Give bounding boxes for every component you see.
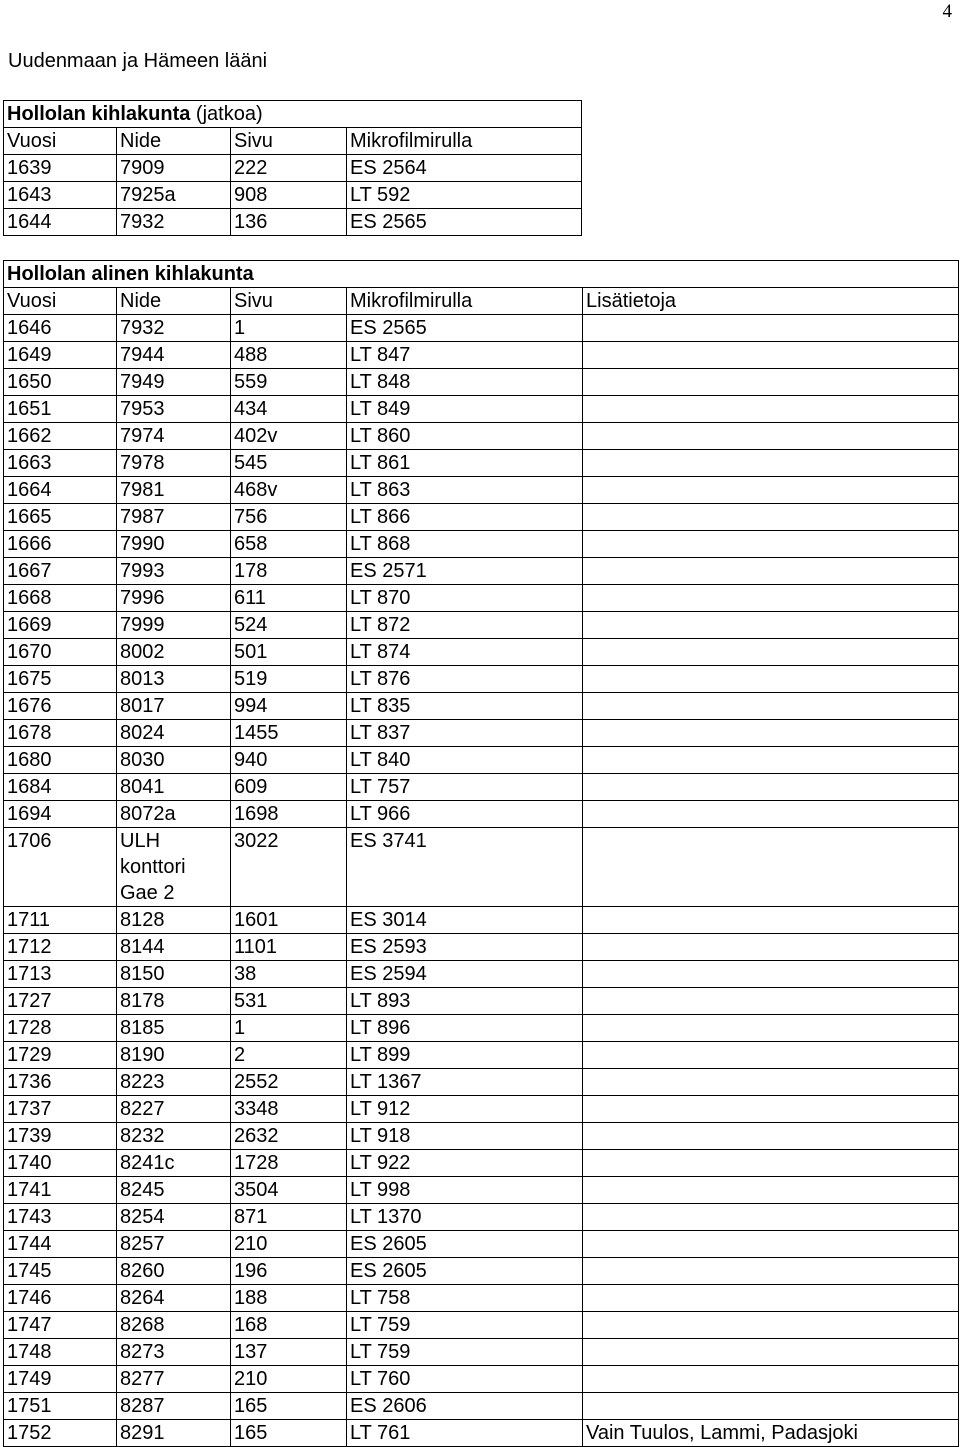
table2-title-text: Hollolan alinen kihlakunta xyxy=(7,263,254,285)
table-row xyxy=(4,423,959,450)
table-row xyxy=(4,1231,959,1258)
table-cell: LT 899 xyxy=(347,1042,583,1069)
table-cell: 1737 xyxy=(4,1096,117,1123)
table-row xyxy=(4,396,959,423)
table-cell: 8223 xyxy=(117,1069,231,1096)
table-cell: 1746 xyxy=(4,1285,117,1312)
table-cell: 1747 xyxy=(4,1312,117,1339)
table-cell xyxy=(583,369,959,396)
table-cell: 2632 xyxy=(231,1123,347,1150)
table-cell xyxy=(583,1177,959,1204)
table-cell: 1639 xyxy=(4,155,117,182)
table-cell: 1668 xyxy=(4,585,117,612)
table-cell: LT 848 xyxy=(347,369,583,396)
table-cell xyxy=(583,477,959,504)
table-cell: 1684 xyxy=(4,774,117,801)
table-cell: 559 xyxy=(231,369,347,396)
page-number: 4 xyxy=(942,1,952,22)
table-cell: 994 xyxy=(231,693,347,720)
table-cell: 165 xyxy=(231,1420,347,1447)
table-cell: ES 3014 xyxy=(347,907,583,934)
table-cell: 1 xyxy=(231,1015,347,1042)
table-cell: LT 849 xyxy=(347,396,583,423)
table-cell: LT 592 xyxy=(347,182,582,209)
table-cell: 1729 xyxy=(4,1042,117,1069)
table-cell xyxy=(583,720,959,747)
table-cell xyxy=(583,1312,959,1339)
column-header: Vuosi xyxy=(4,128,117,155)
table-cell: 1739 xyxy=(4,1123,117,1150)
table2-header-row xyxy=(4,288,959,315)
table-cell: 1748 xyxy=(4,1339,117,1366)
table-row xyxy=(4,1312,959,1339)
table-cell xyxy=(583,1393,959,1420)
table-cell: LT 860 xyxy=(347,423,583,450)
table-cell: LT 847 xyxy=(347,342,583,369)
table-cell: LT 761 xyxy=(347,1420,583,1447)
table-cell xyxy=(583,828,959,907)
table-cell: 501 xyxy=(231,639,347,666)
table-cell xyxy=(583,693,959,720)
table-cell: 8128 xyxy=(117,907,231,934)
table-cell: 1744 xyxy=(4,1231,117,1258)
table-row xyxy=(4,934,959,961)
table-cell: 1698 xyxy=(231,801,347,828)
table-cell: 8273 xyxy=(117,1339,231,1366)
table-cell: 7999 xyxy=(117,612,231,639)
table-cell: 524 xyxy=(231,612,347,639)
table-cell xyxy=(583,801,959,828)
table-cell: 611 xyxy=(231,585,347,612)
table-cell: 8277 xyxy=(117,1366,231,1393)
table-cell: 531 xyxy=(231,988,347,1015)
table2-title-row xyxy=(4,261,959,288)
table-cell: 7987 xyxy=(117,504,231,531)
table-cell: LT 760 xyxy=(347,1366,583,1393)
table-cell: 7949 xyxy=(117,369,231,396)
table-cell: 434 xyxy=(231,396,347,423)
table-cell: 3022 xyxy=(231,828,347,907)
table-cell: ES 2593 xyxy=(347,934,583,961)
table-cell: 8030 xyxy=(117,747,231,774)
table-row xyxy=(4,774,959,801)
table-row xyxy=(4,747,959,774)
table-cell: 1749 xyxy=(4,1366,117,1393)
table-cell: 1752 xyxy=(4,1420,117,1447)
table-cell xyxy=(583,1339,959,1366)
table-cell: ES 2606 xyxy=(347,1393,583,1420)
table-cell xyxy=(583,342,959,369)
table-cell: 8257 xyxy=(117,1231,231,1258)
table-cell: 8241c xyxy=(117,1150,231,1177)
table-row xyxy=(4,1150,959,1177)
table-cell: LT 759 xyxy=(347,1339,583,1366)
table-cell: 8178 xyxy=(117,988,231,1015)
table-cell: LT 912 xyxy=(347,1096,583,1123)
table-cell: 8185 xyxy=(117,1015,231,1042)
table-cell: ES 2565 xyxy=(347,315,583,342)
table-cell xyxy=(583,1204,959,1231)
table-row xyxy=(4,1420,959,1447)
table2-title xyxy=(4,261,959,288)
table-cell: 1 xyxy=(231,315,347,342)
table-cell: LT 998 xyxy=(347,1177,583,1204)
table-row xyxy=(4,315,959,342)
table-row xyxy=(4,961,959,988)
table-cell: 8268 xyxy=(117,1312,231,1339)
table-cell: 8260 xyxy=(117,1258,231,1285)
table-cell xyxy=(583,907,959,934)
table-cell: 8254 xyxy=(117,1204,231,1231)
table-cell: 7953 xyxy=(117,396,231,423)
table-cell xyxy=(583,961,959,988)
table-cell: 222 xyxy=(231,155,347,182)
table-row xyxy=(4,1096,959,1123)
table-cell xyxy=(583,315,959,342)
table-row xyxy=(4,639,959,666)
table-cell: ES 2594 xyxy=(347,961,583,988)
table-cell: 8017 xyxy=(117,693,231,720)
table-cell: ES 2564 xyxy=(347,155,582,182)
table-cell: LT 874 xyxy=(347,639,583,666)
table-cell xyxy=(583,1042,959,1069)
table-cell xyxy=(583,1366,959,1393)
table-cell: 1751 xyxy=(4,1393,117,1420)
table-cell: 168 xyxy=(231,1312,347,1339)
table-cell: 7996 xyxy=(117,585,231,612)
table-cell: 3504 xyxy=(231,1177,347,1204)
table-cell: LT 837 xyxy=(347,720,583,747)
table-cell xyxy=(583,934,959,961)
table-cell: 1669 xyxy=(4,612,117,639)
table-row xyxy=(4,612,959,639)
table-cell xyxy=(583,531,959,558)
table-cell xyxy=(583,1231,959,1258)
table-row xyxy=(4,720,959,747)
table-row xyxy=(4,1258,959,1285)
table-cell: 188 xyxy=(231,1285,347,1312)
table-cell: 1712 xyxy=(4,934,117,961)
table-row xyxy=(4,988,959,1015)
table-cell: 1676 xyxy=(4,693,117,720)
table-cell: LT 872 xyxy=(347,612,583,639)
table-cell: 1101 xyxy=(231,934,347,961)
table-cell: 8150 xyxy=(117,961,231,988)
table-cell: 7944 xyxy=(117,342,231,369)
table-row xyxy=(4,801,959,828)
table-cell: LT 758 xyxy=(347,1285,583,1312)
table-cell: ES 2605 xyxy=(347,1231,583,1258)
table-cell xyxy=(583,988,959,1015)
table-cell: 1694 xyxy=(4,801,117,828)
column-header: Lisätietoja xyxy=(583,288,959,315)
table-row xyxy=(4,828,959,907)
table-cell xyxy=(583,1123,959,1150)
table1-title-bold: Hollolan kihlakunta xyxy=(7,103,191,125)
table-cell xyxy=(583,612,959,639)
table-cell: 210 xyxy=(231,1366,347,1393)
table-cell: 3348 xyxy=(231,1096,347,1123)
table-cell: LT 868 xyxy=(347,531,583,558)
table-cell: 1651 xyxy=(4,396,117,423)
table-cell: 1741 xyxy=(4,1177,117,1204)
column-header: Nide xyxy=(117,128,231,155)
table-cell: 1706 xyxy=(4,828,117,907)
table-cell: 178 xyxy=(231,558,347,585)
table-cell: 1646 xyxy=(4,315,117,342)
table-row xyxy=(4,209,582,236)
table-cell: 1727 xyxy=(4,988,117,1015)
column-header: Mikrofilmirulla xyxy=(347,288,583,315)
table-row xyxy=(4,1366,959,1393)
table-cell: 1670 xyxy=(4,639,117,666)
table-cell xyxy=(583,1015,959,1042)
table-hollolan-kihlakunta xyxy=(3,100,582,236)
table-row xyxy=(4,1123,959,1150)
table-cell: 756 xyxy=(231,504,347,531)
table-cell xyxy=(583,1285,959,1312)
table-cell: 38 xyxy=(231,961,347,988)
table-cell: 488 xyxy=(231,342,347,369)
table-cell xyxy=(583,1069,959,1096)
table-cell: LT 866 xyxy=(347,504,583,531)
table-cell: 1662 xyxy=(4,423,117,450)
table-cell: 7909 xyxy=(117,155,231,182)
table-cell: LT 876 xyxy=(347,666,583,693)
table1-title xyxy=(4,101,582,128)
table-cell: LT 893 xyxy=(347,988,583,1015)
table-cell: 1675 xyxy=(4,666,117,693)
table-cell: 7925a xyxy=(117,182,231,209)
table-row xyxy=(4,1069,959,1096)
table-cell xyxy=(583,1096,959,1123)
table1-body xyxy=(4,101,582,236)
table-cell: 468v xyxy=(231,477,347,504)
table-cell: LT 759 xyxy=(347,1312,583,1339)
table-cell: 1736 xyxy=(4,1069,117,1096)
table-row xyxy=(4,1339,959,1366)
table-cell: 1644 xyxy=(4,209,117,236)
table-row xyxy=(4,693,959,720)
table-cell: ES 3741 xyxy=(347,828,583,907)
table-cell: 2 xyxy=(231,1042,347,1069)
table-cell: 402v xyxy=(231,423,347,450)
table-cell xyxy=(583,450,959,477)
column-header: Sivu xyxy=(231,288,347,315)
table-cell: 8013 xyxy=(117,666,231,693)
table-cell: 1666 xyxy=(4,531,117,558)
table-cell: 7978 xyxy=(117,450,231,477)
table-cell: 8072a xyxy=(117,801,231,828)
table-cell: LT 896 xyxy=(347,1015,583,1042)
table-cell: LT 966 xyxy=(347,801,583,828)
table1-title-rest: (jatkoa) xyxy=(190,103,263,125)
table-cell: 940 xyxy=(231,747,347,774)
table-cell: 1664 xyxy=(4,477,117,504)
table-cell: ES 2571 xyxy=(347,558,583,585)
table-cell: Vain Tuulos, Lammi, Padasjoki xyxy=(583,1420,959,1447)
table-cell: 1663 xyxy=(4,450,117,477)
table-cell: 871 xyxy=(231,1204,347,1231)
table-cell: LT 861 xyxy=(347,450,583,477)
table-row xyxy=(4,1204,959,1231)
table-cell xyxy=(583,558,959,585)
table-row xyxy=(4,585,959,612)
table-cell: 7990 xyxy=(117,531,231,558)
table-cell: 2552 xyxy=(231,1069,347,1096)
table-cell: 136 xyxy=(231,209,347,236)
table-cell: 7932 xyxy=(117,315,231,342)
table-row xyxy=(4,155,582,182)
table-cell: 1601 xyxy=(231,907,347,934)
table-cell: LT 918 xyxy=(347,1123,583,1150)
table-cell: LT 922 xyxy=(347,1150,583,1177)
table-cell: 8227 xyxy=(117,1096,231,1123)
region-heading: Uudenmaan ja Hämeen lääni xyxy=(8,50,268,72)
table-cell: 1455 xyxy=(231,720,347,747)
table-cell: LT 1367 xyxy=(347,1069,583,1096)
table-cell: 1643 xyxy=(4,182,117,209)
table-row xyxy=(4,450,959,477)
table-row xyxy=(4,531,959,558)
table-cell: 519 xyxy=(231,666,347,693)
table-cell: 1667 xyxy=(4,558,117,585)
table-cell: 1728 xyxy=(231,1150,347,1177)
table-row xyxy=(4,1177,959,1204)
table-cell: 8024 xyxy=(117,720,231,747)
table-cell: ES 2605 xyxy=(347,1258,583,1285)
table-cell: 1740 xyxy=(4,1150,117,1177)
table-cell: LT 835 xyxy=(347,693,583,720)
table-cell: 1650 xyxy=(4,369,117,396)
table-cell: 196 xyxy=(231,1258,347,1285)
table-cell: 1678 xyxy=(4,720,117,747)
table-cell: 7981 xyxy=(117,477,231,504)
table-cell: 1713 xyxy=(4,961,117,988)
table-row xyxy=(4,182,582,209)
table-cell xyxy=(583,585,959,612)
table-row xyxy=(4,1393,959,1420)
column-header: Nide xyxy=(117,288,231,315)
table-cell xyxy=(583,774,959,801)
table-row xyxy=(4,666,959,693)
table-cell-line: Gae 2 xyxy=(120,882,175,904)
table-cell: LT 863 xyxy=(347,477,583,504)
table-cell: LT 1370 xyxy=(347,1204,583,1231)
table-cell: 7993 xyxy=(117,558,231,585)
table-cell xyxy=(117,828,231,907)
table-row xyxy=(4,477,959,504)
table-cell xyxy=(583,504,959,531)
table-row xyxy=(4,1042,959,1069)
table-cell: ES 2565 xyxy=(347,209,582,236)
table-cell: 609 xyxy=(231,774,347,801)
table-cell: 658 xyxy=(231,531,347,558)
table-cell xyxy=(583,639,959,666)
table-cell xyxy=(583,666,959,693)
column-header: Mikrofilmirulla xyxy=(347,128,582,155)
table-cell: 1649 xyxy=(4,342,117,369)
table-row xyxy=(4,1285,959,1312)
table-row xyxy=(4,369,959,396)
table-cell: 1665 xyxy=(4,504,117,531)
table-cell: 7974 xyxy=(117,423,231,450)
table-cell: 8041 xyxy=(117,774,231,801)
table-cell xyxy=(583,423,959,450)
table-cell: 165 xyxy=(231,1393,347,1420)
table-hollolan-alinen-kihlakunta xyxy=(3,260,959,1447)
table-cell-line: konttori xyxy=(120,856,186,878)
table-cell: 1745 xyxy=(4,1258,117,1285)
table-cell xyxy=(583,1258,959,1285)
table-row xyxy=(4,558,959,585)
table-row xyxy=(4,342,959,369)
table-row xyxy=(4,1015,959,1042)
table-cell xyxy=(583,1150,959,1177)
table-cell: 1711 xyxy=(4,907,117,934)
table-row xyxy=(4,504,959,531)
column-header: Sivu xyxy=(231,128,347,155)
table-cell: LT 870 xyxy=(347,585,583,612)
table-cell: 8245 xyxy=(117,1177,231,1204)
table-cell: LT 840 xyxy=(347,747,583,774)
table2-body xyxy=(4,261,959,1447)
table-cell: 8190 xyxy=(117,1042,231,1069)
table-cell: 8002 xyxy=(117,639,231,666)
table-cell: 8264 xyxy=(117,1285,231,1312)
table-cell: 1680 xyxy=(4,747,117,774)
table-cell xyxy=(583,396,959,423)
table-cell: 8144 xyxy=(117,934,231,961)
table1-header-row xyxy=(4,128,582,155)
table-cell: 8287 xyxy=(117,1393,231,1420)
table-row xyxy=(4,907,959,934)
table1-title-row xyxy=(4,101,582,128)
table-cell: 210 xyxy=(231,1231,347,1258)
table-cell: 1728 xyxy=(4,1015,117,1042)
table-cell: 8232 xyxy=(117,1123,231,1150)
table-cell: 908 xyxy=(231,182,347,209)
column-header: Vuosi xyxy=(4,288,117,315)
table-cell xyxy=(583,747,959,774)
table-cell: 1743 xyxy=(4,1204,117,1231)
table-cell: LT 757 xyxy=(347,774,583,801)
table-cell-line: ULH xyxy=(120,830,161,852)
table-cell: 137 xyxy=(231,1339,347,1366)
table-cell: 7932 xyxy=(117,209,231,236)
table-cell: 8291 xyxy=(117,1420,231,1447)
table-cell: 545 xyxy=(231,450,347,477)
